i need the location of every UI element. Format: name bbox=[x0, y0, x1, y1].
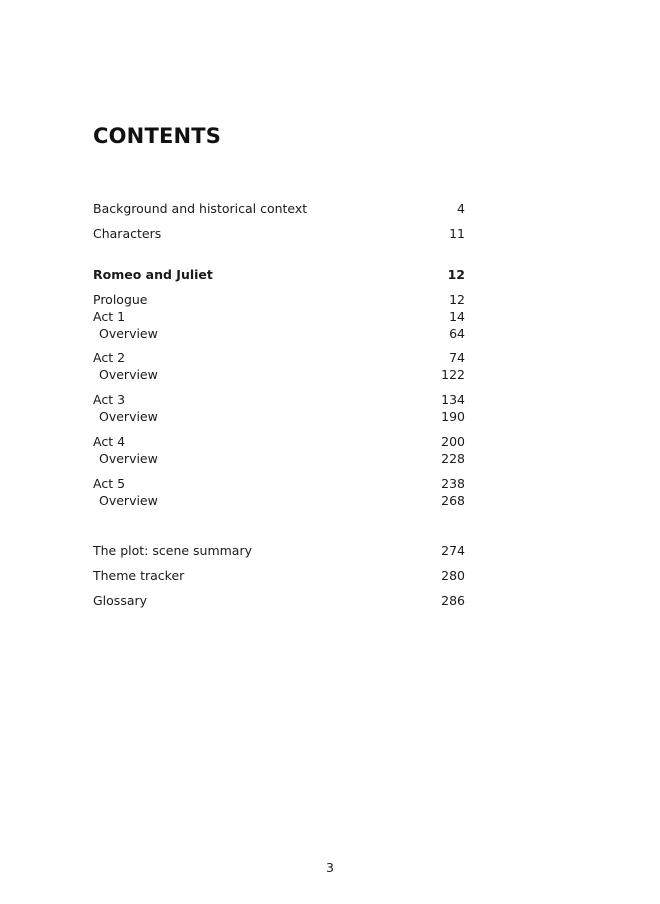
toc-entry-label: Overview bbox=[99, 451, 158, 466]
toc-entry-page: 74 bbox=[449, 350, 465, 365]
toc-entry-label: Act 4 bbox=[93, 434, 126, 449]
toc-entry-act-4[interactable] bbox=[93, 433, 465, 451]
toc-entry-page: 238 bbox=[441, 476, 465, 491]
toc-entry-page: 268 bbox=[441, 493, 465, 508]
toc-entry-act-4-overview[interactable] bbox=[93, 450, 465, 468]
toc-entry-plot-summary[interactable] bbox=[93, 542, 465, 560]
toc-entry-label: Romeo and Juliet bbox=[93, 267, 213, 282]
toc-entry-characters[interactable] bbox=[93, 225, 465, 243]
toc-entry-page: 134 bbox=[441, 392, 465, 407]
toc-entry-page: 228 bbox=[441, 451, 465, 466]
toc-entry-page: 286 bbox=[441, 593, 465, 608]
toc-entry-label: Act 2 bbox=[93, 350, 126, 365]
toc-entry-page: 64 bbox=[449, 326, 465, 341]
toc-entry-act-3[interactable] bbox=[93, 391, 465, 409]
toc-entry-prologue[interactable] bbox=[93, 291, 465, 309]
toc-entry-label: Prologue bbox=[93, 292, 148, 307]
toc-entry-label: Glossary bbox=[93, 593, 148, 608]
toc-entry-act-2[interactable] bbox=[93, 349, 465, 367]
toc-entry-glossary[interactable] bbox=[93, 592, 465, 610]
toc-entry-page: 11 bbox=[449, 226, 465, 241]
toc-entry-act-5-overview[interactable] bbox=[93, 492, 465, 510]
toc-entry-page: 190 bbox=[441, 409, 465, 424]
toc-entry-page: 12 bbox=[449, 292, 465, 307]
toc-entry-act-1-overview[interactable] bbox=[93, 325, 465, 343]
toc-entry-page: 280 bbox=[441, 568, 465, 583]
toc-entry-page: 122 bbox=[441, 367, 465, 382]
toc-entry-label: Overview bbox=[99, 367, 158, 382]
toc-entry-page: 12 bbox=[447, 267, 465, 282]
toc-entry-label: Overview bbox=[99, 326, 158, 341]
toc-entry-label: Overview bbox=[99, 409, 158, 424]
page-number: 3 bbox=[326, 860, 334, 875]
toc-entry-label: Background and historical context bbox=[93, 201, 308, 216]
toc-entry-label: Act 5 bbox=[93, 476, 126, 491]
toc-entry-act-1[interactable] bbox=[93, 308, 465, 326]
toc-entry-page: 274 bbox=[441, 543, 465, 558]
toc-entry-act-2-overview[interactable] bbox=[93, 366, 465, 384]
toc-entry-label: Overview bbox=[99, 493, 158, 508]
toc-entry-page: 200 bbox=[441, 434, 465, 449]
toc-entry-theme-tracker[interactable] bbox=[93, 567, 465, 585]
page-title: CONTENTS bbox=[93, 124, 222, 148]
toc-entry-background[interactable] bbox=[93, 200, 465, 218]
toc-entry-romeo-and-juliet[interactable] bbox=[93, 266, 465, 284]
toc-entry-label: Act 3 bbox=[93, 392, 126, 407]
toc-entry-page: 14 bbox=[449, 309, 465, 324]
toc-entry-label: Theme tracker bbox=[93, 568, 185, 583]
toc-entry-act-5[interactable] bbox=[93, 475, 465, 493]
toc-entry-act-3-overview[interactable] bbox=[93, 408, 465, 426]
toc-entry-label: Act 1 bbox=[93, 309, 126, 324]
toc-entry-label: The plot: scene summary bbox=[93, 543, 253, 558]
toc-entry-page: 4 bbox=[457, 201, 465, 216]
toc-entry-label: Characters bbox=[93, 226, 162, 241]
